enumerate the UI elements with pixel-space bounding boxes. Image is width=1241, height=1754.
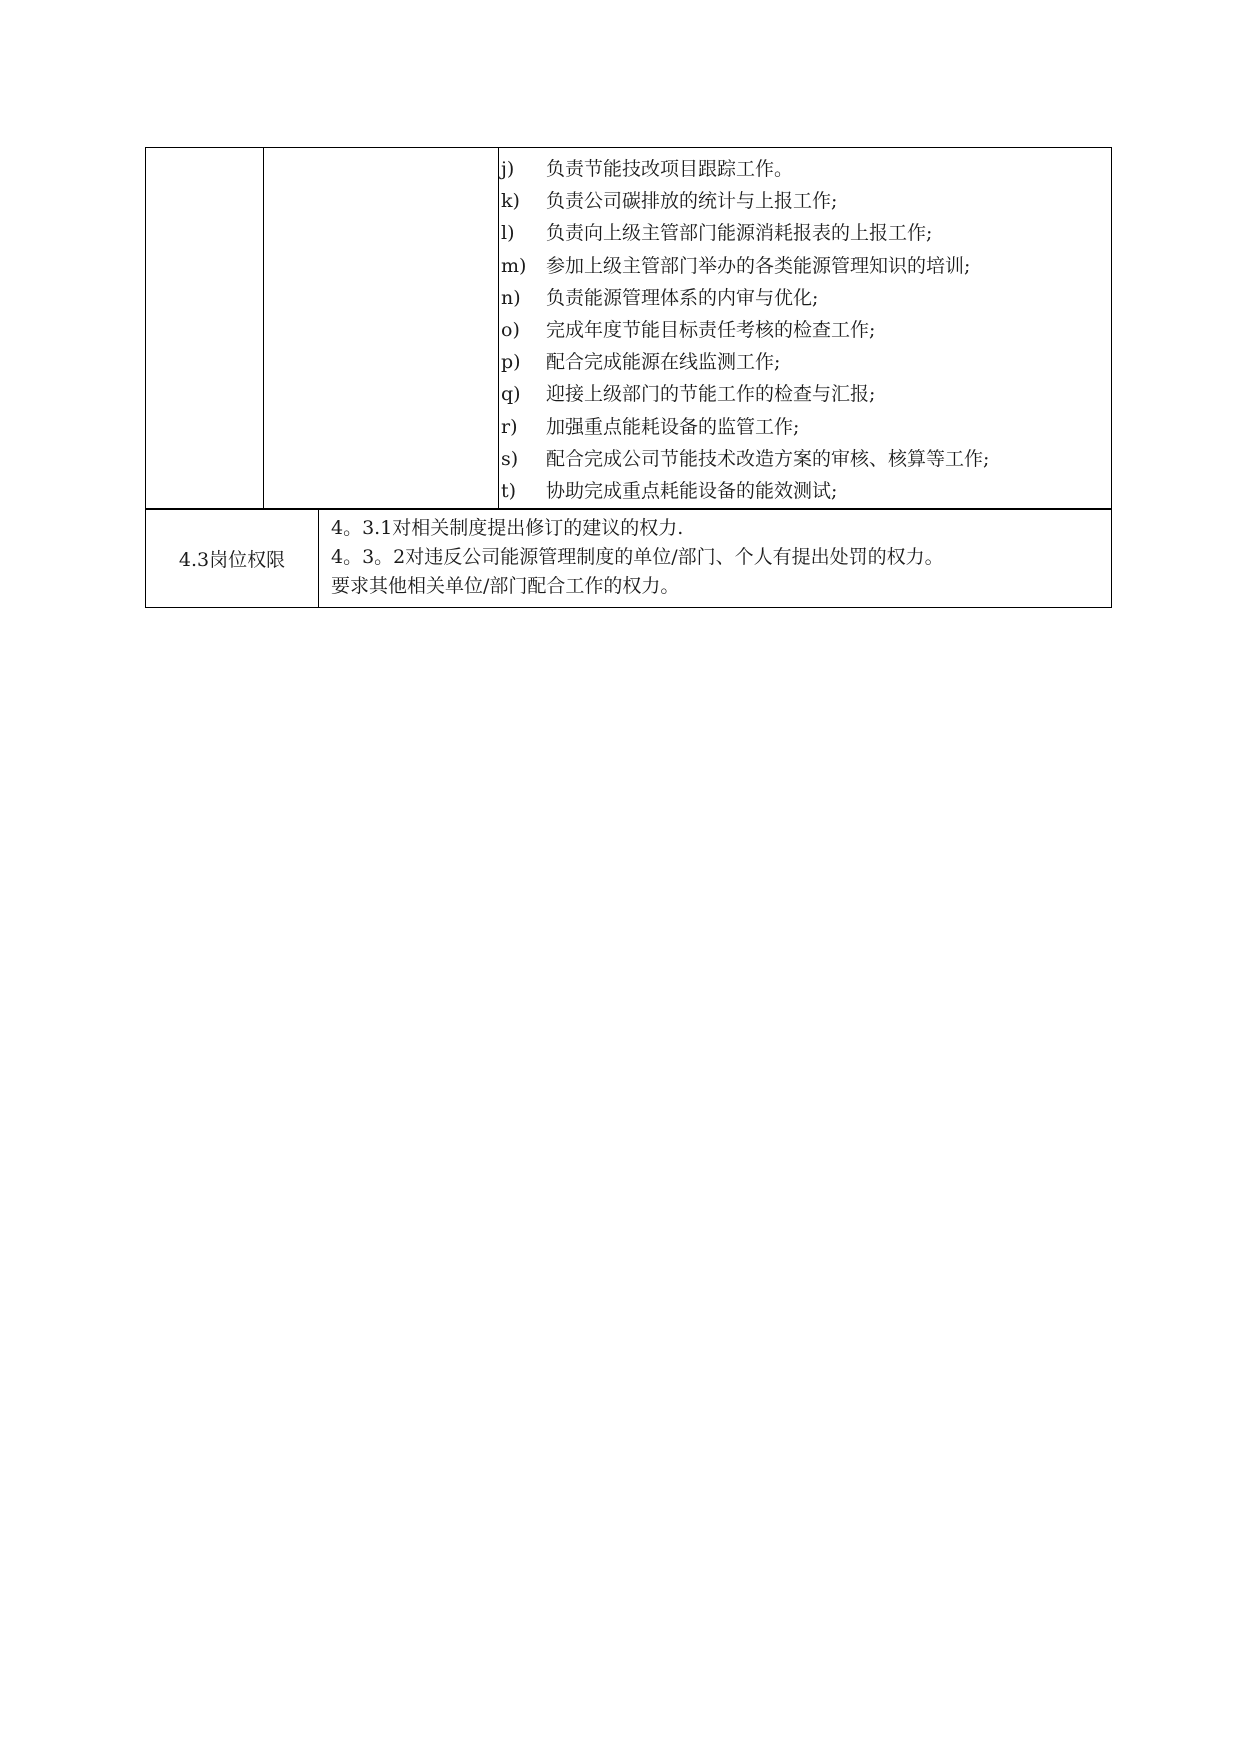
duty-item-t	[499, 478, 1111, 510]
duty-text: 负责向上级主管部门能源消耗报表的上报工作;	[546, 222, 933, 245]
duties-cell	[499, 148, 1111, 508]
duty-text: 迎接上级部门的节能工作的检查与汇报;	[546, 383, 876, 406]
authority-content	[319, 510, 1111, 607]
duty-item-s	[499, 446, 1111, 478]
duty-item-l	[499, 220, 1111, 252]
table-empty-cell-category	[146, 148, 264, 508]
duty-text: 负责能源管理体系的内审与优化;	[546, 286, 819, 309]
authority-table	[145, 509, 1112, 608]
duty-marker: n)	[501, 286, 521, 309]
duty-item-p	[499, 349, 1111, 381]
authority-line: 要求其他相关单位/部门配合工作的权力。	[331, 575, 680, 597]
duty-item-q	[499, 381, 1111, 413]
duty-list	[499, 156, 1111, 510]
duties-table-continuation	[145, 147, 1112, 509]
duty-item-j	[499, 156, 1111, 188]
duty-marker: l)	[501, 222, 515, 245]
duty-item-n	[499, 285, 1111, 317]
duty-text: 配合完成公司节能技术改造方案的审核、核算等工作;	[546, 447, 990, 470]
duty-text: 协助完成重点耗能设备的能效测试;	[546, 479, 838, 502]
authority-line: 4。3.1对相关制度提出修订的建议的权力.	[331, 517, 684, 539]
duty-marker: t)	[501, 479, 517, 502]
duty-item-m	[499, 253, 1111, 285]
duty-item-o	[499, 317, 1111, 349]
duty-text: 参加上级主管部门举办的各类能源管理知识的培训;	[546, 254, 971, 277]
duty-marker: o)	[501, 318, 520, 341]
duty-marker: q)	[501, 383, 521, 406]
duty-marker: m)	[501, 254, 527, 277]
authority-label: 4.3岗位权限	[146, 510, 319, 607]
duty-text: 配合完成能源在线监测工作;	[546, 351, 781, 374]
duty-text: 加强重点能耗设备的监管工作;	[546, 415, 800, 438]
duty-marker: j)	[501, 158, 515, 180]
duty-text: 负责节能技改项目跟踪工作。	[546, 158, 794, 180]
duty-text: 负责公司碳排放的统计与上报工作;	[546, 190, 838, 213]
duty-marker: s)	[501, 447, 519, 470]
duty-marker: k)	[501, 190, 520, 213]
duty-item-r	[499, 414, 1111, 446]
duty-marker: r)	[501, 415, 518, 438]
duty-marker: p)	[501, 351, 521, 374]
duty-text: 完成年度节能目标责任考核的检查工作;	[546, 318, 876, 341]
authority-line: 4。3。2对违反公司能源管理制度的单位/部门、个人有提出处罚的权力。	[331, 546, 944, 568]
duty-item-k	[499, 188, 1111, 220]
table-empty-cell-subcategory	[264, 148, 499, 508]
